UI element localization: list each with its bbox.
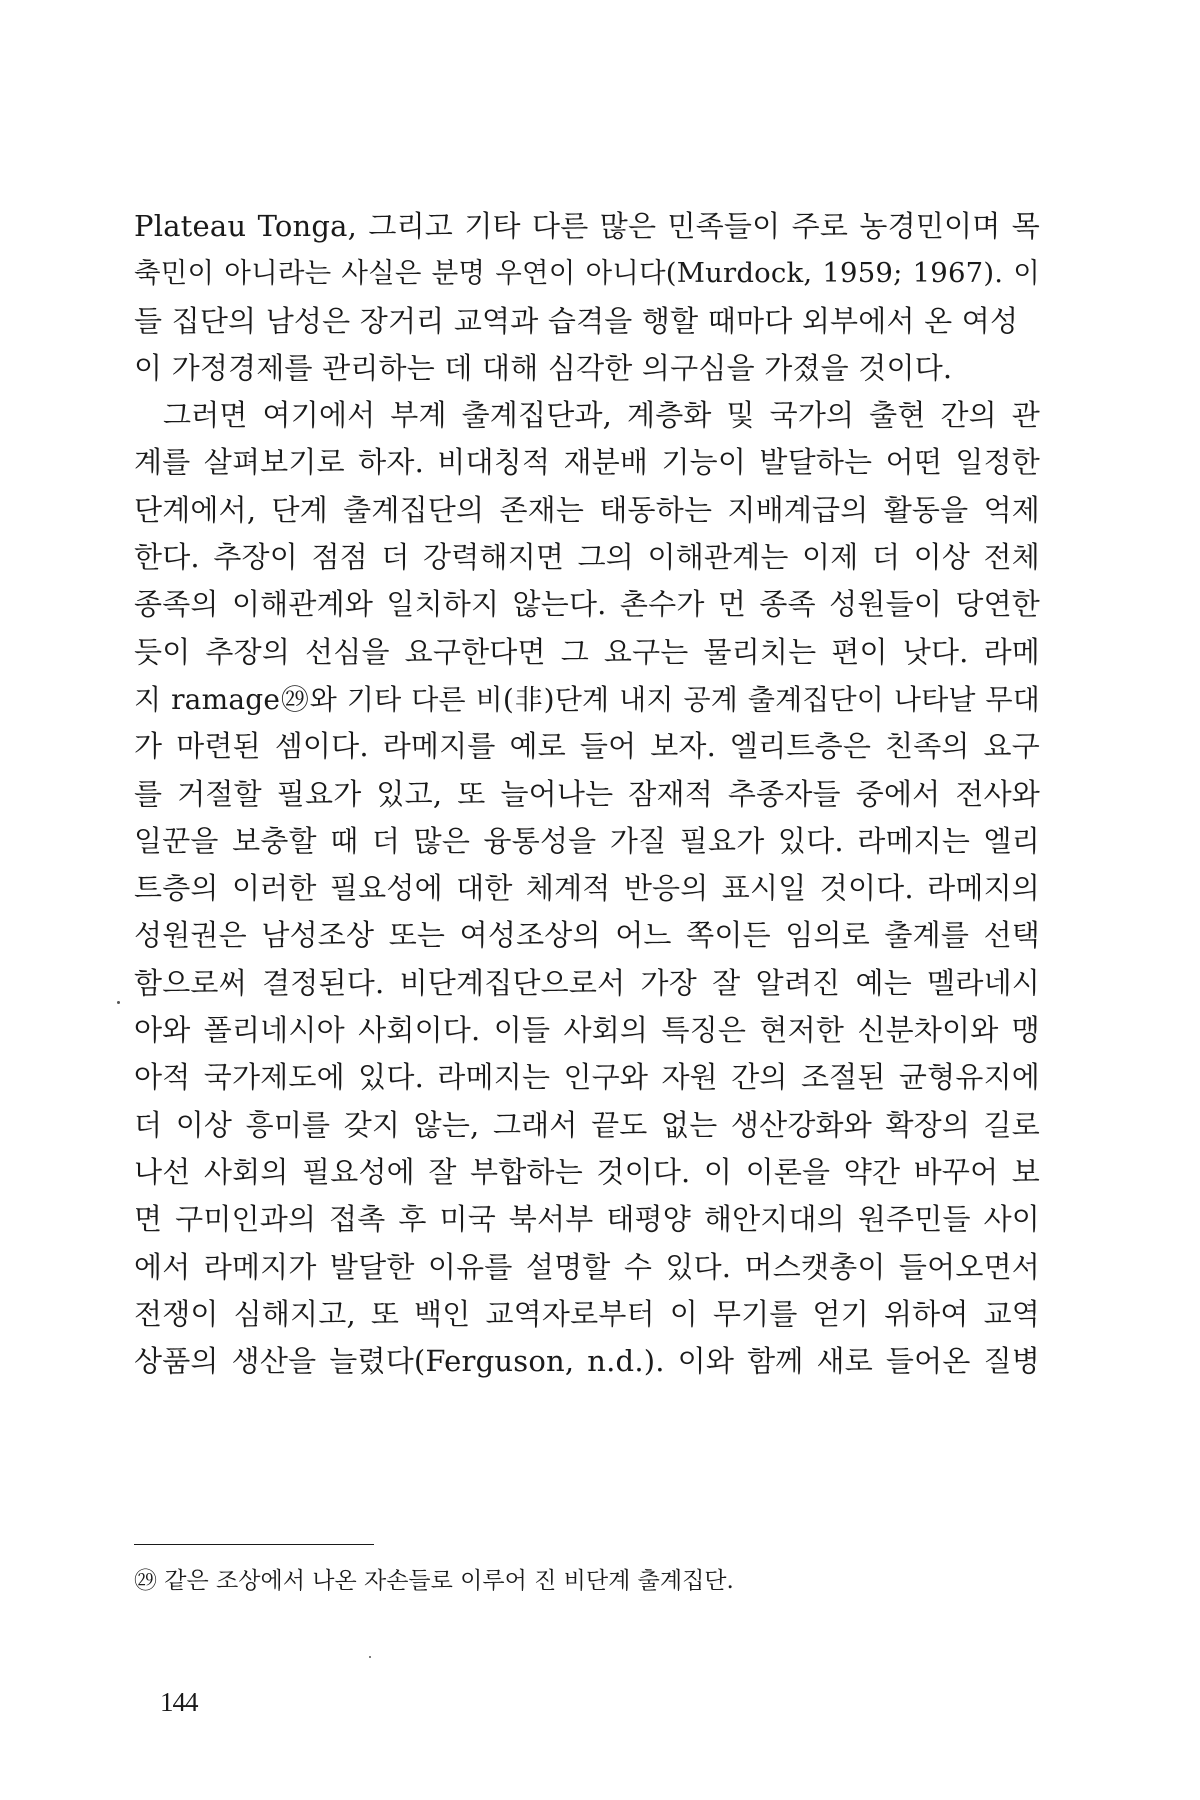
text-line: 듯이 추장의 선심을 요구한다면 그 요구는 물리치는 편이 낫다. 라메 — [134, 634, 1040, 669]
text-line: 상품의 생산을 늘렸다(Ferguson, n.d.). 이와 함께 새로 들어온 질병 — [134, 1344, 1040, 1379]
text-line: 그러면 여기에서 부계 출계집단과, 계층화 및 국가의 출현 간의 관 — [163, 398, 1040, 433]
text-line: 더 이상 흥미를 갖지 않는, 그래서 끝도 없는 생산강화와 확장의 길로 — [134, 1107, 1040, 1142]
text-line: 에서 라메지가 발달한 이유를 설명할 수 있다. 머스캣총이 들어오면서 — [134, 1249, 1040, 1284]
text-line: 성원권은 남성조상 또는 여성조상의 어느 쪽이든 임의로 출계를 선택 — [134, 918, 1040, 953]
text-line: 전쟁이 심해지고, 또 백인 교역자로부터 이 무기를 얻기 위하여 교역 — [134, 1296, 1040, 1331]
text-line: 이 가정경제를 관리하는 데 대해 심각한 의구심을 가졌을 것이다. — [134, 350, 953, 385]
text-line: 지 ramage㉙와 기타 다른 비(非)단계 내지 공계 출계집단이 나타날 무대 — [134, 682, 1040, 716]
body-text — [134, 203, 1040, 1385]
page-number: 144 — [160, 1687, 198, 1717]
footnote: ㉙ 같은 조상에서 나온 자손들로 이루어 진 비단계 출계집단. — [134, 1568, 734, 1594]
text-line: 한다. 추장이 점점 더 강력해지면 그의 이해관계는 이제 더 이상 전체 — [134, 540, 1040, 575]
text-line: 가 마련된 셈이다. 라메지를 예로 들어 보자. 엘리트층은 친족의 요구 — [134, 729, 1040, 764]
text-line: 계를 살펴보기로 하자. 비대칭적 재분배 기능이 발달하는 어떤 일정한 — [134, 445, 1040, 480]
text-line: 트층의 이러한 필요성에 대한 체계적 반응의 표시일 것이다. 라메지의 — [134, 871, 1040, 906]
text-line: 면 구미인과의 접촉 후 미국 북서부 태평양 해안지대의 원주민들 사이 — [134, 1202, 1040, 1237]
text-line: 를 거절할 필요가 있고, 또 늘어나는 잠재적 추종자들 중에서 전사와 — [134, 776, 1040, 811]
scan-speck — [117, 1001, 120, 1004]
text-line: 나선 사회의 필요성에 잘 부합하는 것이다. 이 이론을 약간 바꾸어 보 — [134, 1154, 1040, 1189]
text-line: 함으로써 결정된다. 비단계집단으로서 가장 잘 알려진 예는 멜라네시 — [134, 965, 1040, 1000]
text-line: 일꾼을 보충할 때 더 많은 융통성을 가질 필요가 있다. 라메지는 엘리 — [134, 823, 1040, 858]
text-line: 아와 폴리네시아 사회이다. 이들 사회의 특징은 현저한 신분차이와 맹 — [134, 1013, 1040, 1048]
footnote-divider — [134, 1544, 374, 1545]
text-line: 단계에서, 단계 출계집단의 존재는 태동하는 지배계급의 활동을 억제 — [134, 492, 1040, 527]
text-line: Plateau Tonga, 그리고 기타 다른 많은 민족들이 주로 농경민이며 목 — [134, 209, 1040, 243]
text-line: 들 집단의 남성은 장거리 교역과 습격을 행할 때마다 외부에서 온 여성 — [134, 303, 1019, 338]
text-line: 아적 국가제도에 있다. 라메지는 인구와 자원 간의 조절된 균형유지에 — [134, 1060, 1040, 1095]
scan-speck — [369, 1656, 371, 1658]
text-line: 축민이 아니라는 사실은 분명 우연이 아니다(Murdock, 1959; 1967). 이 — [134, 257, 1040, 290]
text-line: 종족의 이해관계와 일치하지 않는다. 촌수가 먼 종족 성원들이 당연한 — [134, 587, 1040, 622]
